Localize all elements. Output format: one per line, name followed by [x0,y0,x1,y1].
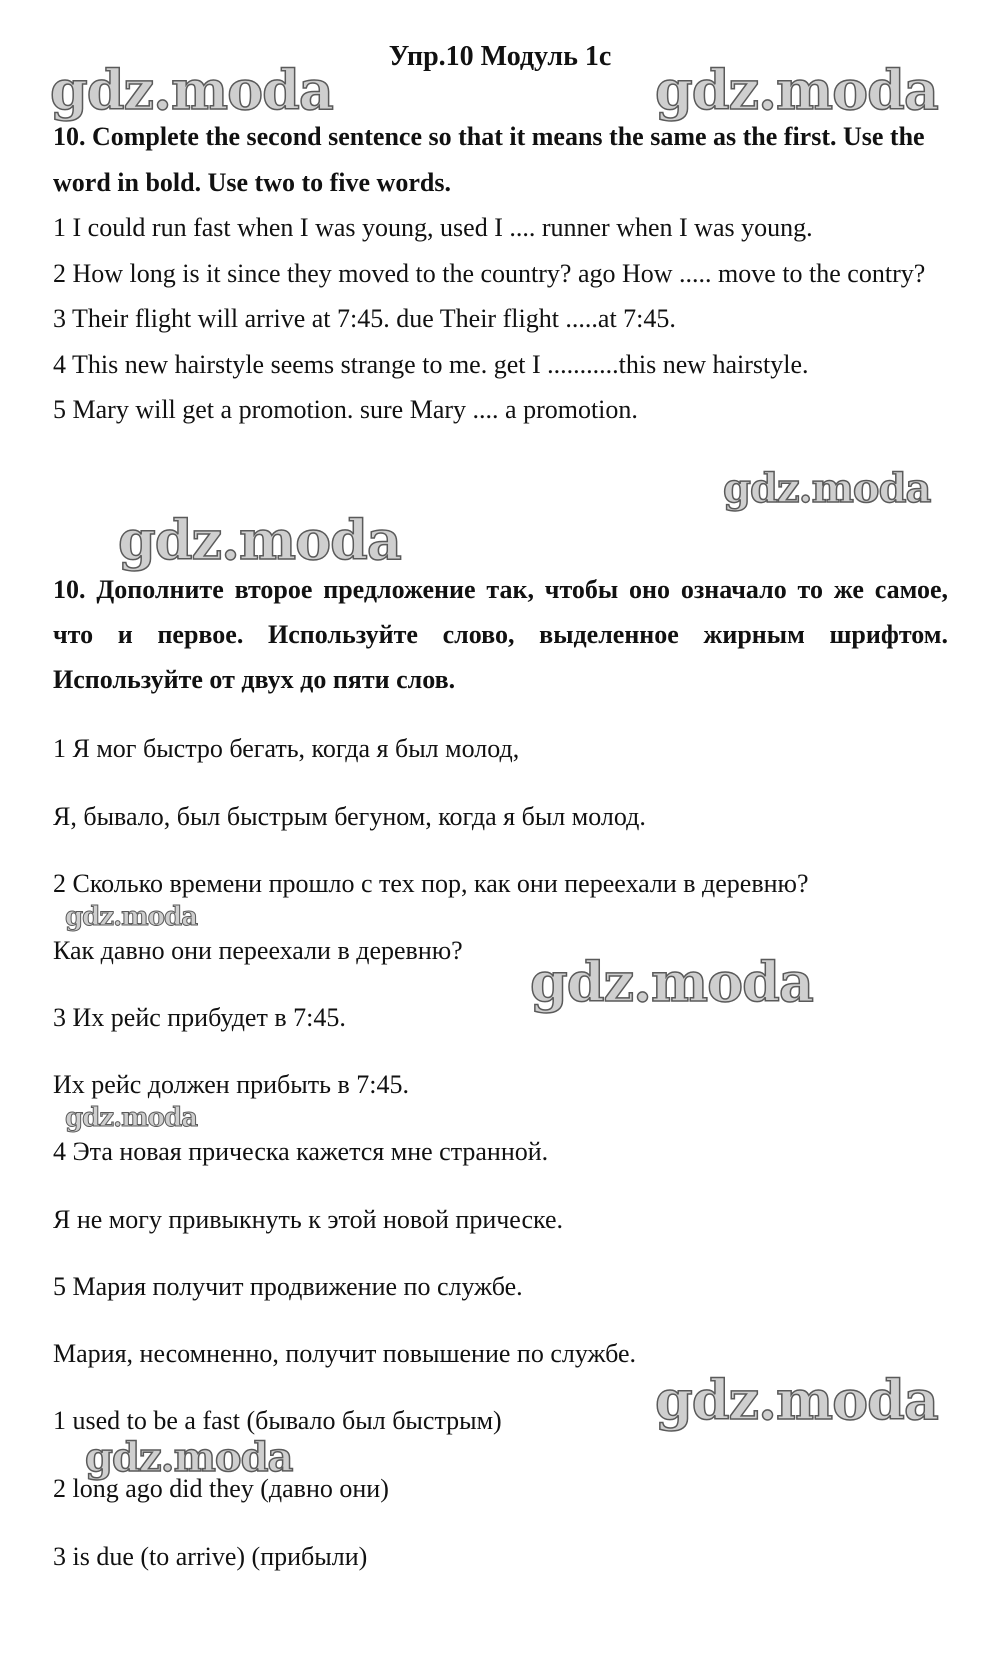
task-ru-line-10: Мария, несомненно, получит повышение по службе. [53,1339,637,1368]
task-ru-line-1: 1 Я мог быстро бегать, когда я был молод, [53,734,520,763]
task-ru-line-4: Как давно они переехали в деревню? [53,936,463,965]
watermark: gdz.moda [655,1368,938,1432]
watermark: gdz.moda [723,465,931,512]
task-en [53,114,948,433]
task-ru-line-6: Их рейс должен прибыть в 7:45. [53,1070,409,1099]
answer-3: 3 is due (to arrive) (прибыли) [53,1542,368,1571]
task-ru-line-5: 3 Их рейс прибудет в 7:45. [53,1003,346,1032]
task-en-item-2: 2 How long is it since they moved to the country? ago How ..... move to the contry? [53,258,926,288]
answer-2: 2 long ago did they (давно они) [53,1474,389,1503]
watermark: gdz.moda [50,58,333,122]
task-ru-line-3: 2 Сколько времени прошло с тех пор, как они переехали в деревню? [53,869,809,898]
task-ru-line-8: Я не могу привыкнуть к этой новой прическе. [53,1205,564,1234]
task-en-item-4: 4 This new hairstyle seems strange to me. get I ...........this new hairstyle. [53,349,809,379]
task-en-item-3: 3 Their flight will arrive at 7:45. due Their flight .....at 7:45. [53,304,676,333]
task-ru-line-9: 5 Мария получит продвижение по службе. [53,1272,523,1301]
watermark: gdz.moda [65,902,198,932]
task-ru-heading: 10. Дополните второе предложение так, чтобы оно означало то же самое, что и первое. Используйте слово, выделенное жирным шрифтом. Используйте от двух до пяти слов. [53,575,948,694]
watermark: gdz.moda [118,508,401,572]
task-ru-line-2: Я, бывало, был быстрым бегуном, когда я был молод. [53,802,646,831]
page-title: Упр.10 Модуль 1с [388,41,612,72]
watermark: gdz.moda [655,58,938,122]
task-ru-line-7: 4 Эта новая прическа кажется мне странной. [53,1137,549,1166]
answer-1: 1 used to be a fast (бывало был быстрым) [53,1406,502,1435]
watermark: gdz.moda [85,1434,293,1481]
task-en-item-5: 5 Mary will get a promotion. sure Mary .... a promotion. [53,395,638,424]
watermark: gdz.moda [530,950,813,1014]
task-en-item-1: 1 I could run fast when I was young, used I .... runner when I was young. [53,213,813,242]
watermark: gdz.moda [65,1103,198,1133]
task-en-heading: 10. Complete the second sentence so that it means the same as the first. Use the word in bold. Use two to five words. [53,122,925,197]
